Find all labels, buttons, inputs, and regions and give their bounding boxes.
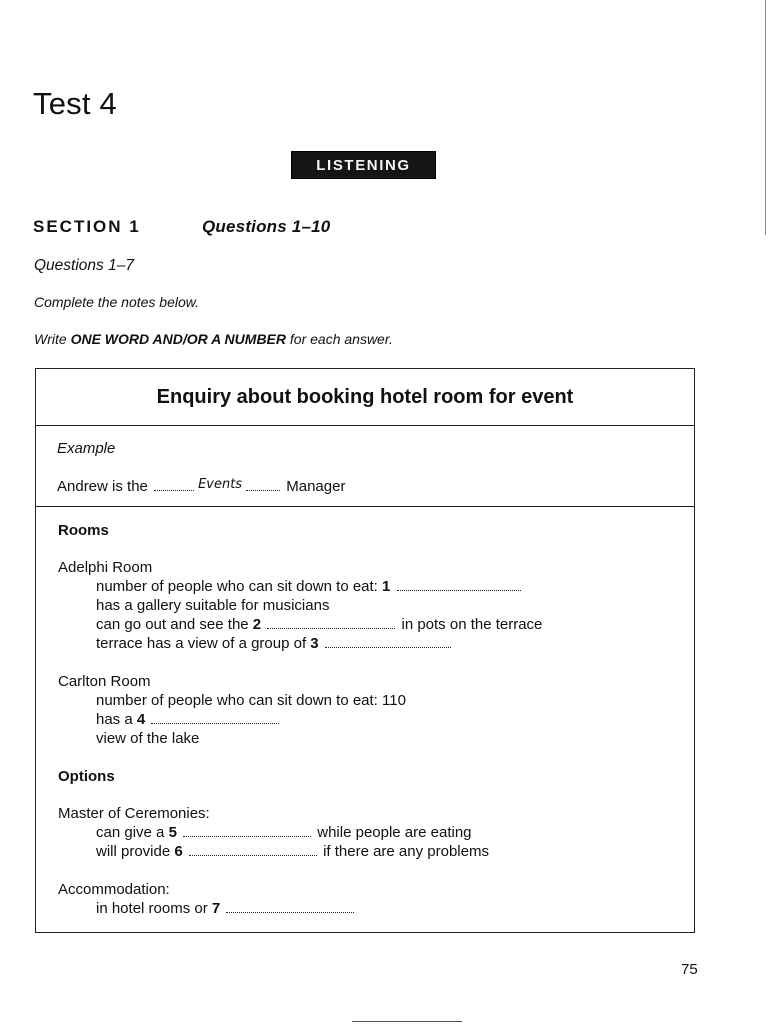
example-label: Example — [57, 440, 116, 457]
example-text-after: Manager — [286, 478, 346, 495]
carlton-view-line: view of the lake — [96, 730, 200, 747]
carlton-room-name: Carlton Room — [58, 673, 151, 690]
adelphi-room-name: Adelphi Room — [58, 559, 153, 576]
mc-provide-text: will provide — [96, 843, 171, 860]
options-heading: Options — [58, 768, 115, 785]
question-number-2: 2 — [252, 616, 262, 633]
question-number-5: 5 — [168, 824, 177, 841]
bottom-rule — [352, 1021, 462, 1022]
mc-give-after: while people are eating — [317, 824, 472, 841]
answer-gap-5 — [183, 824, 311, 837]
carlton-capacity-line: number of people who can sit down to eat: 110 — [96, 692, 406, 709]
example-line — [57, 478, 345, 497]
adelphi-view-text: terrace has a view of a group of — [96, 635, 307, 652]
mc-give-line — [96, 824, 472, 842]
master-of-ceremonies-label: Master of Ceremonies: — [58, 805, 210, 822]
adelphi-gallery-line: has a gallery suitable for musicians — [96, 597, 330, 614]
notes-box — [35, 368, 695, 933]
mc-provide-line — [96, 843, 489, 861]
adelphi-capacity-text: number of people who can sit down to eat: — [96, 578, 378, 595]
adelphi-terrace-after: in pots on the terrace — [401, 616, 543, 633]
question-number-6: 6 — [174, 843, 183, 860]
section-heading — [33, 217, 331, 237]
mc-give-text: can give a — [96, 824, 165, 841]
answer-gap-6 — [189, 843, 317, 856]
carlton-feature-line — [96, 711, 281, 729]
adelphi-terrace-line — [96, 616, 542, 634]
instruction-complete-notes: Complete the notes below. — [34, 294, 199, 310]
accommodation-line — [96, 900, 356, 918]
test-title: Test 4 — [33, 86, 117, 121]
page-edge-line — [765, 0, 766, 235]
rooms-heading: Rooms — [58, 522, 109, 539]
answer-gap — [154, 478, 194, 491]
instruction-answer-limit — [34, 331, 393, 347]
answer-gap — [246, 478, 280, 491]
question-number-7: 7 — [211, 900, 221, 917]
mc-provide-after: if there are any problems — [323, 843, 489, 860]
question-number-1: 1 — [382, 578, 391, 595]
question-number-3: 3 — [310, 635, 319, 652]
section-label: SECTION 1 — [33, 217, 141, 236]
section-question-range: Questions 1–10 — [202, 217, 331, 236]
answer-gap-2 — [267, 616, 395, 629]
instruction-suffix: for each answer. — [286, 331, 393, 347]
example-area — [36, 426, 694, 507]
listening-banner: LISTENING — [291, 151, 436, 179]
example-answer: Events — [198, 477, 243, 492]
question-number-4: 4 — [136, 711, 146, 728]
notes-title: Enquiry about booking hotel room for event — [36, 369, 694, 426]
answer-gap-3 — [325, 635, 451, 648]
answer-gap-7 — [226, 900, 354, 913]
adelphi-terrace-text: can go out and see the — [96, 616, 249, 633]
answer-gap-4 — [151, 711, 279, 724]
subquestions-heading: Questions 1–7 — [34, 257, 134, 274]
example-text-before: Andrew is the — [57, 478, 148, 495]
accommodation-label: Accommodation: — [58, 881, 170, 898]
adelphi-capacity-line — [96, 578, 523, 596]
instruction-prefix: Write — [34, 331, 71, 347]
adelphi-view-line — [96, 635, 453, 653]
page-number: 75 — [681, 961, 698, 978]
answer-gap-1 — [397, 578, 521, 591]
carlton-feature-text: has a — [96, 711, 133, 728]
instruction-word-limit: ONE WORD AND/OR A NUMBER — [70, 331, 286, 347]
accommodation-text: in hotel rooms or — [96, 900, 208, 917]
